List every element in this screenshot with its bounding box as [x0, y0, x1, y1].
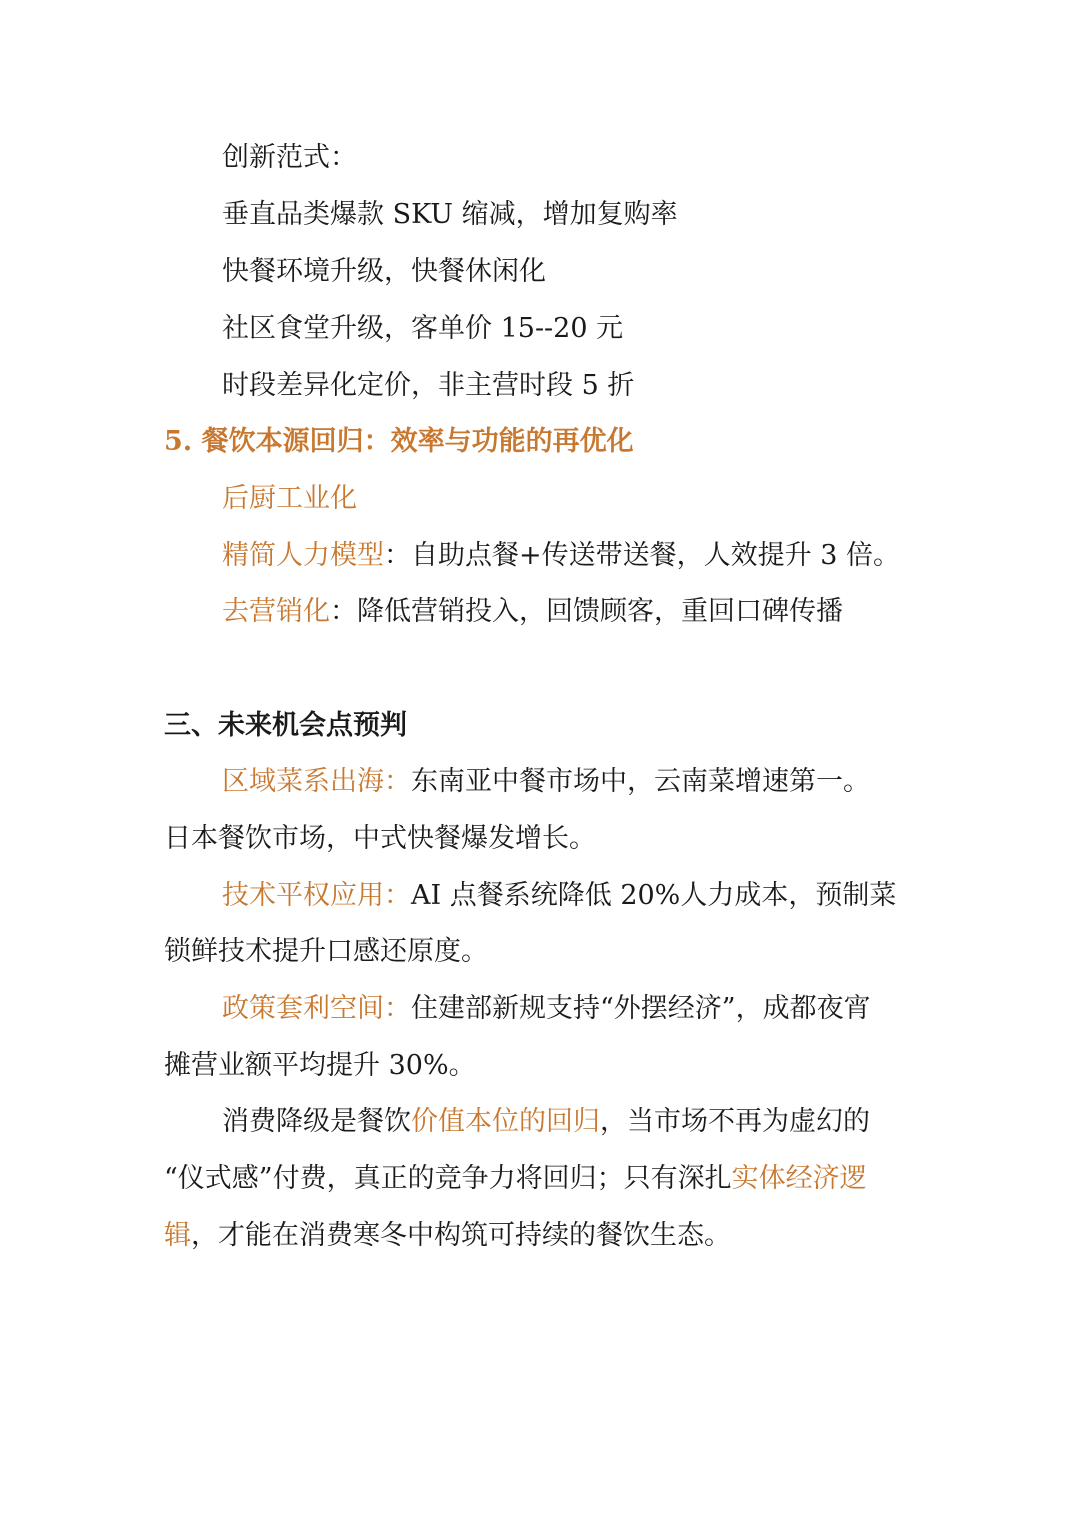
- conclusion-line1: [0, 1102, 1080, 1142]
- section5-item-labor: [0, 536, 1080, 576]
- conclusion-text: 消费降级是餐饮: [222, 1106, 411, 1137]
- section5-heading: 5. 餐饮本源回归：效率与功能的再优化: [164, 426, 634, 457]
- conclusion-line2: [0, 1159, 1080, 1199]
- paradigm-item: 社区食堂升级，客单价 15--20 元: [222, 313, 624, 344]
- opportunity-tech-line2: 锁鲜技术提升口感还原度。: [164, 936, 488, 967]
- conclusion-text: ，当市场不再为虚幻的: [600, 1106, 870, 1137]
- conclusion-highlight: 价值本位的回归: [411, 1106, 600, 1137]
- paradigm-item: 快餐环境升级，快餐休闲化: [222, 256, 546, 287]
- opportunity-tech-line1: [0, 876, 1080, 916]
- section5-item-marketing: [0, 592, 1080, 632]
- conclusion-line3: [0, 1216, 1080, 1256]
- conclusion-text: ，才能在消费寒冬中构筑可持续的餐饮生态。: [191, 1220, 731, 1251]
- labor-text: ：自助点餐+传送带送餐，人效提升 3 倍。: [384, 540, 900, 571]
- policy-label: 政策套利空间：: [222, 993, 411, 1024]
- regional-label: 区域菜系出海：: [222, 766, 411, 797]
- tech-text: AI 点餐系统降低 20%人力成本，预制菜: [411, 880, 897, 911]
- opportunity-policy-line1: [0, 989, 1080, 1029]
- policy-text: 住建部新规支持“外摆经济”，成都夜宵: [411, 993, 871, 1024]
- tech-label: 技术平权应用：: [222, 880, 411, 911]
- marketing-label: 去营销化: [222, 596, 330, 627]
- labor-label: 精简人力模型: [222, 540, 384, 571]
- opportunity-policy-line2: 摊营业额平均提升 30%。: [164, 1050, 476, 1081]
- paradigm-item: 垂直品类爆款 SKU 缩减，增加复购率: [222, 199, 678, 230]
- opportunity-regional-line1: [0, 762, 1080, 802]
- paradigm-item: 时段差异化定价，非主营时段 5 折: [222, 370, 635, 401]
- paradigm-title: 创新范式：: [222, 142, 357, 173]
- section5-item-kitchen: 后厨工业化: [222, 483, 357, 514]
- opportunity-regional-line2: 日本餐饮市场，中式快餐爆发增长。: [164, 823, 596, 854]
- regional-text: 东南亚中餐市场中，云南菜增速第一。: [411, 766, 870, 797]
- conclusion-highlight: 实体经济逻: [731, 1163, 867, 1194]
- conclusion-highlight: 辑: [164, 1220, 191, 1251]
- conclusion-text: “仪式感”付费，真正的竞争力将回归；只有深扎: [164, 1163, 732, 1194]
- marketing-text: ：降低营销投入，回馈顾客，重回口碑传播: [330, 596, 843, 627]
- section3-heading: 三、未来机会点预判: [164, 710, 407, 741]
